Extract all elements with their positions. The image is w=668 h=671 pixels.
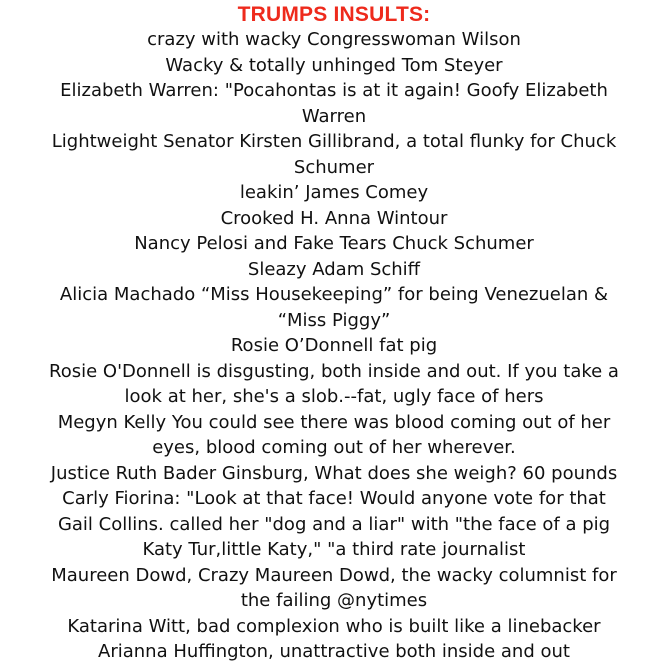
text-line: Warren xyxy=(301,105,367,127)
text-line: Katarina Witt, bad complexion who is built like a linebacker xyxy=(67,615,601,637)
text-line: Arianna Huffington, unattractive both inside and out xyxy=(98,641,570,662)
text-line: eyes, blood coming out of her wherever. xyxy=(152,437,516,458)
text-line: Rosie O'Donnell is disgusting, both inside and out. If you take a xyxy=(49,360,619,382)
text-line: Justice Ruth Bader Ginsburg, What does she weigh? 60 pounds xyxy=(50,462,618,484)
text-line: Elizabeth Warren: "Pocahontas is at it again! Goofy Elizabeth xyxy=(60,80,608,101)
text-line: Gail Collins. called her "dog and a liar" with "the face of a pig xyxy=(57,513,611,535)
text-line: Megyn Kelly You could see there was blood coming out of her xyxy=(57,411,611,433)
text-line: Katy Tur,little Katy," "a third rate journalist xyxy=(142,539,526,560)
text-line: the failing @nytimes xyxy=(240,590,428,611)
text-line: leakin’ James Comey xyxy=(239,182,429,203)
text-line: Carly Fiorina: "Look at that face! Would anyone vote for that xyxy=(62,488,606,509)
text-line: Alicia Machado “Miss Housekeeping” for being Venezuelan & xyxy=(59,284,609,305)
text-line: Lightweight Senator Kirsten Gillibrand, a total flunky for Chuck xyxy=(51,131,617,152)
text-line: Maureen Dowd, Crazy Maureen Dowd, the wacky columnist for xyxy=(51,564,617,586)
insult-list xyxy=(0,27,668,665)
document-title: TRUMPS INSULTS: xyxy=(237,3,431,26)
text-line: Rosie O’Donnell fat pig xyxy=(230,335,438,356)
text-line: Crooked H. Anna Wintour xyxy=(220,207,448,229)
text-line: Schumer xyxy=(293,156,375,178)
text-line: Wacky & totally unhinged Tom Steyer xyxy=(165,54,503,76)
text-line: Nancy Pelosi and Fake Tears Chuck Schumer xyxy=(134,233,534,254)
text-line: “Miss Piggy” xyxy=(277,309,391,331)
text-line: crazy with wacky Congresswoman Wilson xyxy=(147,29,521,50)
text-line: look at her, she's a slob.--fat, ugly face of hers xyxy=(124,386,544,407)
text-line: Sleazy Adam Schiff xyxy=(247,258,421,280)
